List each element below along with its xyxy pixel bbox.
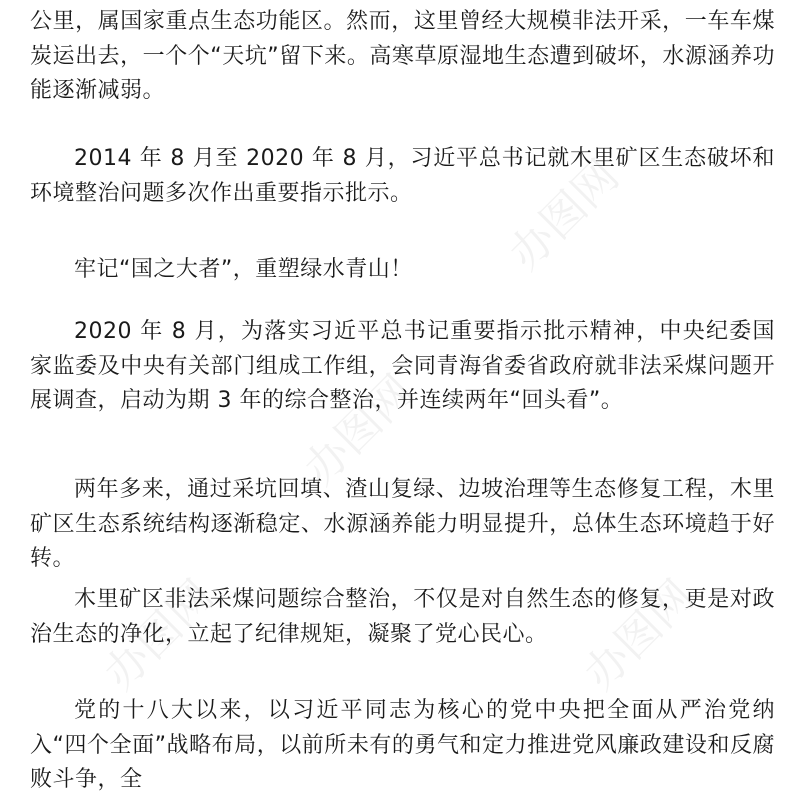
paragraph-2: 2014 年 8 月至 2020 年 8 月，习近平总书记就木里矿区生态破坏和环境整治问题多次作出重要指示批示。 bbox=[30, 146, 775, 206]
watermark: 办图网 bbox=[294, 365, 424, 495]
paragraph-5: 两年多来，通过采坑回填、渣山复绿、边坡治理等生态修复工程，木里矿区生态系统结构逐渐稳定、水源涵养能力明显提升，总体生态环境趋于好转。 bbox=[30, 477, 775, 571]
paragraph-7: 党的十八大以来，以习近平同志为核心的党中央把全面从严治党纳入“四个全面”战略布局，以前所未有的勇气和定力推进党风廉政建设和反腐败斗争，全 bbox=[30, 698, 775, 792]
paragraph-1: 公里，属国家重点生态功能区。然而，这里曾经大规模非法开采，一车车煤炭运出去，一个个“天坑”留下来。高寒草原湿地生态遭到破坏，水源涵养功能逐渐减弱。 bbox=[30, 9, 775, 103]
watermark: 办图网 bbox=[574, 570, 704, 700]
paragraph-3: 牢记“国之大者”，重塑绿水青山！ bbox=[74, 257, 413, 282]
watermark: 办图网 bbox=[94, 570, 224, 700]
watermark: 办图网 bbox=[499, 150, 629, 280]
paragraph-6: 木里矿区非法采煤问题综合整治，不仅是对自然生态的修复，更是对政治生态的净化，立起了纪律规矩，凝聚了党心民心。 bbox=[30, 587, 775, 647]
paragraph-4: 2020 年 8 月，为落实习近平总书记重要指示批示精神，中央纪委国家监委及中央有关部门组成工作组，会同青海省委省政府就非法采煤问题开展调查，启动为期 3 年的综合整治，并连续两年“回头看”。 bbox=[30, 319, 775, 413]
